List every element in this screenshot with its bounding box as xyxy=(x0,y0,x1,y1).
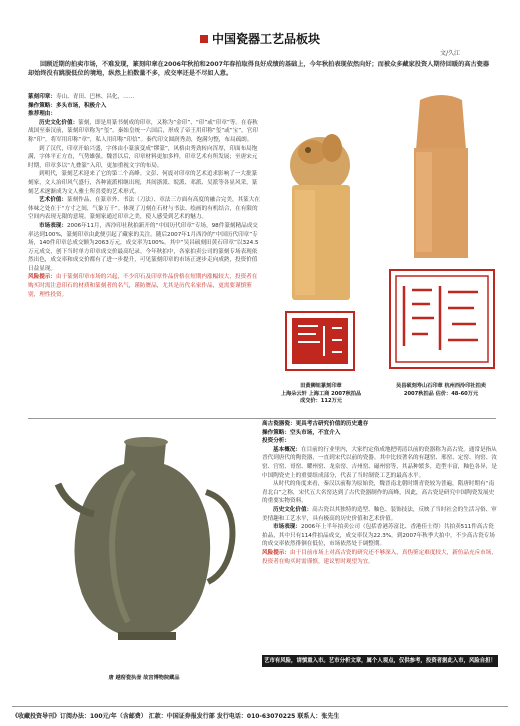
right-p2: 从时代的角度来看，秦汉以前称为原始瓷，魏晋南北朝时期青瓷较为普遍，隋唐时期有“南青北白”之称，宋代五大名窑达到了古代瓷器制作的高峰，因此，高古瓷是研究中国陶瓷发展史的重要实物资料。 xyxy=(262,481,495,505)
right-heading: 高古瓷器瓷：更具考古研究价值的历史遗存 xyxy=(262,421,369,427)
right-p1: 基本概况：在目前的行业里内，大家约定俗成地把明清以前的瓷器称为高古瓷。通常是指从晋代到唐代的陶瓷器，一直到宋代以前的瓷器。其中比较著名的有越窑、邢窑、定窑、钧窑、汝窑、官窑、哥窑、耀州窑、龙泉窑、吉州窑、磁州窑等，其品种繁多，造型丰富，釉色各异，是中国陶瓷史上的重要组成部分，代表了当时制瓷工艺的最高水平。 xyxy=(262,446,497,479)
right-rec: 投资分析： xyxy=(262,438,290,445)
right-ops: 操作策略：空头市场，不宜介入 xyxy=(262,429,341,436)
left-rec: 推荐理由： xyxy=(28,111,56,118)
photo1-caption: 田黄狮钮篆刻印章 上海朵云轩 上海工商 2007秋拍品 成交价：112万元 xyxy=(280,383,362,405)
page-title: 中国瓷器工艺品板块 xyxy=(0,30,520,47)
right-p4: 市场表现：2006年上半年拍卖公司（包括香港苏富比、香港佳士得）共拍卖511件高古瓷拍品，其中只有114件拍品成交，成交率仅为22.3%。到2007年秋季大拍中，不少高古瓷专场的成交率依然徘徊在低位，市场依然处于调整期。 xyxy=(262,524,495,548)
lion-seal-photo xyxy=(262,90,380,380)
ewer-photo xyxy=(30,422,258,672)
left-p2: 到了汉代，印章开始兴盛，字体由小篆演变成“缪篆”，风格由秀劲转向浑厚，印面布局饱满，字体平正方直，气势雄强。魏晋以后，印章材料更加多样，印章艺术有所发展；至唐宋元时期，印章多以“九叠篆”入印，更加重视文字的布局。 xyxy=(28,145,258,169)
right-p3: 历史文化价值：高古瓷以其独特的造型、釉色、装饰技法，反映了当时社会的生活习俗、审美情趣和工艺水平，具有极高的历史价值和艺术价值。 xyxy=(262,506,497,522)
left-column xyxy=(28,93,260,299)
photo2-caption: 吴昌硕刻寿山石印章 杭州西泠印社拍卖 2007秋拍品 估价：48-60万元 xyxy=(396,383,486,397)
red-square-icon xyxy=(200,35,208,43)
right-column xyxy=(262,420,498,566)
tall-seal-photo xyxy=(382,90,500,380)
left-p4: 艺术价值：篆刻作品，在篆章外、书法（刀法）、章法三方面有高度的融合完美，其篆大在体味之处在于“方寸之间，气象万千”。体现了刀刻在石材与书法、绘画的有机结合，在有限的空间内表现无限的意境。篆刻家通过印章之美，使人感受到艺术的魅力。 xyxy=(28,197,260,221)
intro-paragraph: 回顾近期的拍卖市场，不难发现，篆刻印章在2006年秋拍和2007年春拍取得良好成绩的基础上，今年秋拍表现依然向好；而被众多藏家投资人期待回暖的高古瓷器却始终没有跳脱低位的境地，纵然上拍数量不多，成交率还是不尽如人意。 xyxy=(28,61,490,77)
left-ops: 操作策略：多头市场，积极介入 xyxy=(28,102,107,109)
section-divider xyxy=(28,418,496,419)
left-p1: 历史文化价值：篆刻，即是用篆书刻成的印章，又称为“金印”、“印”或“印章”等。在春秋战国至秦汉前，篆刻印章称为“玺”。秦始皇统一六国后，形成了帝王用印称“玺”或“宝”，官印称“印”，将军用印称“章”，私人用印称“印信”。秦代印文圆润秀劲，饱满匀整，布局疏朗。 xyxy=(28,119,258,143)
left-p5: 市场表现：2006年11月，西泠印社秋拍新开的“中国历代印章”专场，98件篆刻精品成交率达到100%，篆刻印章由此便引起了藏家的关注。随后2007年1月西泠的“中国历代印章”专场，140件印章总成交额为2063万元，成交率为100%。其中“吴昌硕刻田黄石印章”以324.5万元成交，创下当时单方印章成交价最高纪录。今年秋拍中，各家拍卖公司的篆刻专场表现依然出色，成交率和成交价都有了进一步提升，可见篆刻印章的市场正逐步走向成熟，投资价值日益显现。 xyxy=(28,222,259,272)
left-risk: 风险提示：由于篆刻印章市场的兴起，不少印石及印章作品价格在短期内涨幅较大，投资者在购买时需注意印石的材质和篆刻者的名气，谨防赝品，尤其是历代名家作品，更需要谨慎鉴别，理性投资。 xyxy=(28,274,258,298)
photo3-caption: 唐 越窑瓷执壶 故宫博物院藏品 xyxy=(108,675,180,681)
left-p3: 到明代，篆刻艺术迎来了它的第二个高峰。文彭、何震对印章的艺术追求影响了一大批篆刻家，文人治印风气盛行，各种流派相继出现，其间浙派、皖派、邓派、吴派等各显风采，篆刻艺术逐渐成为文人雅士所喜爱的艺术形式。 xyxy=(28,171,258,195)
page-footer: 《收藏投资导刊》订阅办法：100元/年（含邮费） 汇款：中国证券报发行部 发行电话：010-63070225 联系人：张先生 xyxy=(12,706,508,720)
risk-banner: 艺市有风险，请慎重入市。艺市分析文章，属个人观点，仅供参考，投资者据此入市，风险自担！ xyxy=(262,655,498,667)
left-heading: 篆刻印章：寿山、青田、巴林、昌化，…… xyxy=(28,94,135,100)
author: 文/久江 xyxy=(439,50,460,57)
right-risk: 风险提示：由于目前市场上对高古瓷的研究还不够深入，真伪鉴定难度较大，新仿品充斥市场，投资者在购买时需谨慎，建议暂时观望为宜。 xyxy=(262,549,497,565)
